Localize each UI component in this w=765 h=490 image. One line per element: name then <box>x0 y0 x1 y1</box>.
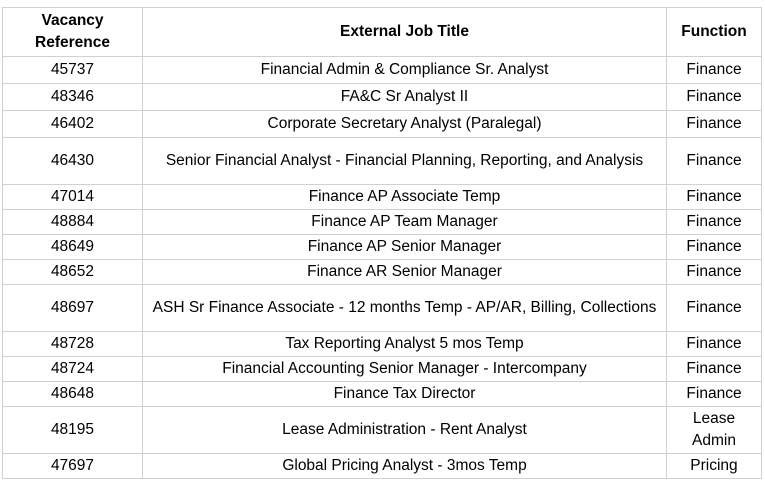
cell-function: Finance <box>667 357 762 382</box>
table-row <box>3 84 762 111</box>
cell-function: Finance <box>667 185 762 210</box>
cell-job-title: FA&C Sr Analyst II <box>143 84 667 111</box>
cell-vacancy-reference: 48724 <box>3 357 143 382</box>
cell-vacancy-reference: 48728 <box>3 332 143 357</box>
cell-vacancy-reference: 46430 <box>3 138 143 185</box>
cell-vacancy-reference: 48195 <box>3 407 143 454</box>
table-row <box>3 382 762 407</box>
header-function: Function <box>667 8 762 57</box>
cell-job-title: Lease Administration - Rent Analyst <box>143 407 667 454</box>
cell-function: Finance <box>667 84 762 111</box>
cell-job-title: Finance AP Associate Temp <box>143 185 667 210</box>
table-row <box>3 332 762 357</box>
cell-vacancy-reference: 48649 <box>3 235 143 260</box>
cell-function: Finance <box>667 111 762 138</box>
header-vacancy-reference: Vacancy Reference <box>3 8 143 57</box>
table-row <box>3 111 762 138</box>
cell-job-title: Global Pricing Analyst - 3mos Temp <box>143 454 667 479</box>
table-row <box>3 57 762 84</box>
cell-vacancy-reference: 48884 <box>3 210 143 235</box>
cell-function: Pricing <box>667 454 762 479</box>
cell-function: Finance <box>667 332 762 357</box>
cell-job-title: ASH Sr Finance Associate - 12 months Temp - AP/AR, Billing, Collections <box>143 285 667 332</box>
cell-vacancy-reference: 45737 <box>3 57 143 84</box>
cell-function: Finance <box>667 57 762 84</box>
table-row <box>3 407 762 454</box>
table-row <box>3 185 762 210</box>
table-row <box>3 454 762 479</box>
cell-job-title: Financial Admin & Compliance Sr. Analyst <box>143 57 667 84</box>
cell-vacancy-reference: 48346 <box>3 84 143 111</box>
cell-job-title: Tax Reporting Analyst 5 mos Temp <box>143 332 667 357</box>
cell-vacancy-reference: 48652 <box>3 260 143 285</box>
table-row <box>3 357 762 382</box>
table-row <box>3 260 762 285</box>
header-external-job-title: External Job Title <box>143 8 667 57</box>
cell-job-title: Finance AP Senior Manager <box>143 235 667 260</box>
vacancy-table <box>2 7 762 479</box>
table-row <box>3 235 762 260</box>
cell-function: Finance <box>667 235 762 260</box>
cell-function: Lease Admin <box>667 407 762 454</box>
table-row <box>3 285 762 332</box>
cell-function: Finance <box>667 260 762 285</box>
cell-job-title: Finance Tax Director <box>143 382 667 407</box>
cell-vacancy-reference: 46402 <box>3 111 143 138</box>
cell-vacancy-reference: 47697 <box>3 454 143 479</box>
table-row <box>3 138 762 185</box>
cell-vacancy-reference: 48648 <box>3 382 143 407</box>
cell-job-title: Corporate Secretary Analyst (Paralegal) <box>143 111 667 138</box>
cell-function: Finance <box>667 382 762 407</box>
cell-function: Finance <box>667 210 762 235</box>
cell-function: Finance <box>667 285 762 332</box>
cell-function: Finance <box>667 138 762 185</box>
cell-vacancy-reference: 48697 <box>3 285 143 332</box>
table-row <box>3 210 762 235</box>
cell-job-title: Senior Financial Analyst - Financial Planning, Reporting, and Analysis <box>143 138 667 185</box>
cell-job-title: Finance AR Senior Manager <box>143 260 667 285</box>
cell-job-title: Finance AP Team Manager <box>143 210 667 235</box>
cell-job-title: Financial Accounting Senior Manager - Intercompany <box>143 357 667 382</box>
cell-vacancy-reference: 47014 <box>3 185 143 210</box>
header-row <box>3 8 762 57</box>
